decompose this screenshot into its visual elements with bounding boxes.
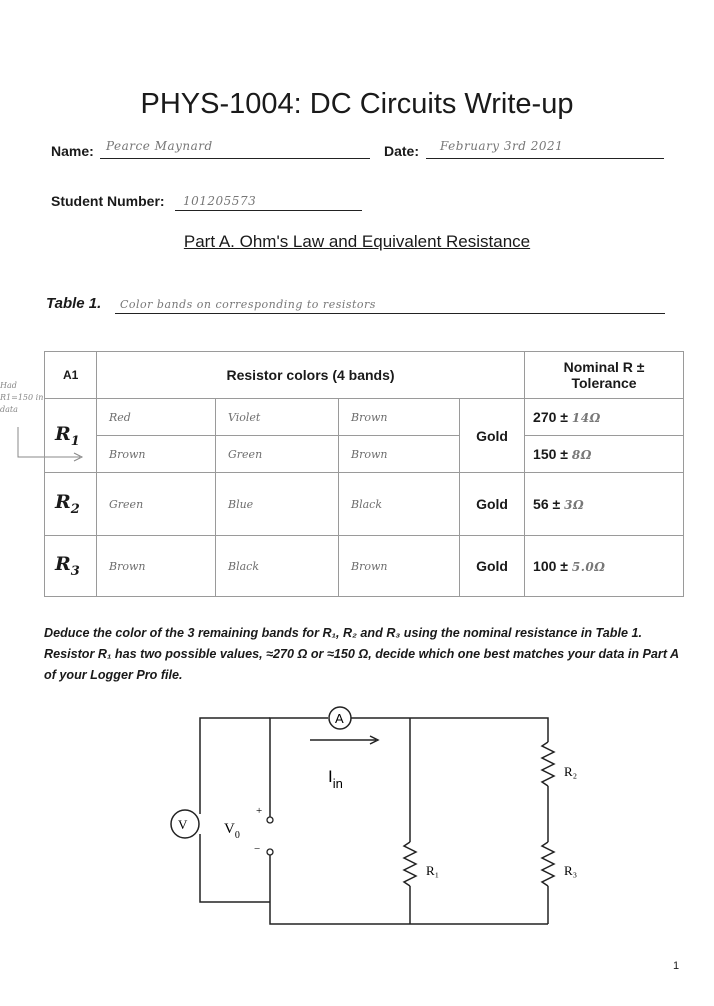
ammeter-label: A (335, 711, 344, 726)
band-4: Gold (460, 473, 525, 536)
nominal-value: 150 ± 8Ω (525, 436, 684, 473)
header-nominal: Nominal R ± Tolerance (525, 352, 684, 399)
minus-sign: − (254, 843, 261, 855)
nominal-value: 56 ± 3Ω (525, 473, 684, 536)
band-3: Black (339, 473, 460, 536)
table-caption: Color bands on corresponding to resistors (120, 298, 376, 311)
nominal-value: 270 ± 14Ω (525, 399, 684, 436)
date-line (426, 158, 664, 159)
resistor-name: $R_2$ (45, 473, 97, 536)
band-2: Green (216, 436, 339, 473)
band-2: Violet (216, 399, 339, 436)
current-label: $I_{in}$ (328, 767, 343, 791)
band-1: Green (97, 473, 216, 536)
r2-label: R₂ (564, 764, 578, 779)
source-label: $V_0$ (224, 821, 240, 841)
r1-label: R₁ (426, 863, 440, 878)
name-value: Pearce Maynard (106, 139, 213, 153)
band-2: Black (216, 536, 339, 597)
part-a-heading: Part A. Ohm's Law and Equivalent Resistance (183, 232, 531, 251)
band-3: Brown (339, 436, 460, 473)
page-number: 1 (673, 960, 680, 972)
band-4: Gold (460, 399, 525, 473)
band-3: Brown (339, 399, 460, 436)
voltmeter-label: V (178, 817, 188, 832)
resistor-name: $R_1$ (45, 399, 97, 473)
name-label: Name: (51, 143, 94, 159)
student-number-line (175, 210, 362, 211)
table-row (45, 436, 684, 473)
r3-label: R₃ (564, 863, 578, 878)
plus-terminal (267, 817, 273, 823)
table-row (45, 399, 684, 436)
table-corner: A1 (45, 352, 97, 399)
table-caption-line (115, 313, 665, 314)
margin-note: Had R1=150 in data (0, 381, 44, 414)
nominal-value: 100 ± 5.0Ω (525, 536, 684, 597)
band-1: Brown (97, 536, 216, 597)
band-2: Blue (216, 473, 339, 536)
circuit-diagram (150, 702, 590, 942)
plus-sign: + (256, 805, 263, 817)
table-label: Table 1. (46, 295, 102, 312)
page-title: PHYS-1004: DC Circuits Write-up (140, 88, 574, 120)
date-value: February 3rd 2021 (440, 139, 564, 153)
instructions: Deduce the color of the 3 remaining bands for R₁, R₂ and R₃ using the nominal resistance in Table 1. Resistor R₁ has two possible values, ≈270 Ω or ≈150 Ω, decide which one best matches your data in Part A of your Logger Pro file. (44, 626, 679, 682)
student-number-label: Student Number: (51, 193, 165, 209)
student-number-value: 101205573 (183, 194, 257, 208)
minus-terminal (267, 849, 273, 855)
band-1: Brown (97, 436, 216, 473)
name-line (100, 158, 370, 159)
band-1: Red (97, 399, 216, 436)
table-row (45, 473, 684, 536)
resistor-name: $R_3$ (45, 536, 97, 597)
table-row (45, 536, 684, 597)
header-colors: Resistor colors (4 bands) (97, 352, 525, 399)
band-3: Brown (339, 536, 460, 597)
date-label: Date: (384, 143, 420, 159)
band-4: Gold (460, 536, 525, 597)
resistor-table (44, 351, 684, 597)
